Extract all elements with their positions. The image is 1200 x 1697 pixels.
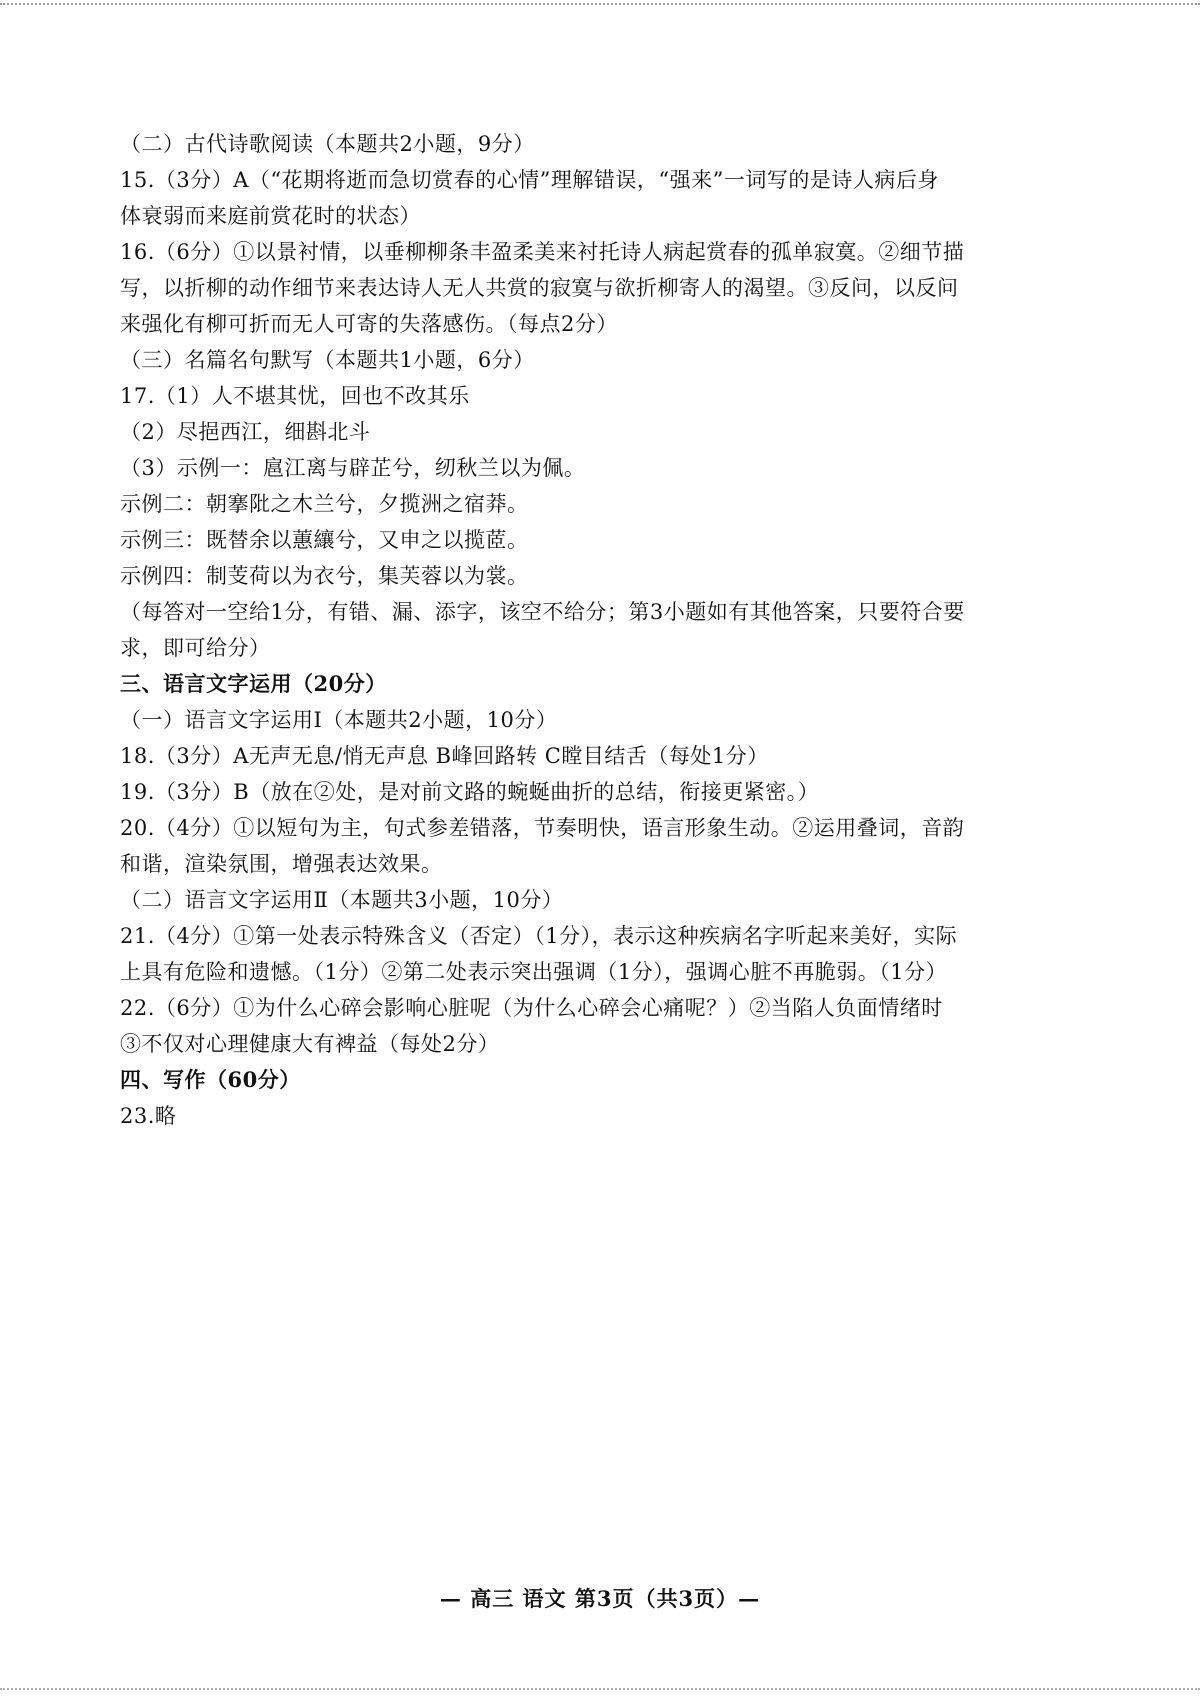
answer-17-scoring-line-2: 求，即可给分）	[120, 636, 271, 660]
section-heading-language-use-1: （一）语言文字运用Ⅰ（本题共2小题，10分）	[120, 708, 558, 732]
answer-16-line-2: 写，以折柳的动作细节来表达诗人无人共赏的寂寞与欲折柳寄人的渴望。③反问，以反问	[120, 276, 959, 300]
answer-22-line-2: ③不仅对心理健康大有裨益（每处2分）	[120, 1032, 500, 1056]
answer-17-example-3: 示例三：既替余以蕙纕兮，又申之以揽茝。	[120, 528, 529, 552]
part-heading-writing: 四、写作（60分）	[120, 1067, 301, 1092]
answer-18: 18.（3分）A无声无息/悄无声息 B峰回路转 C瞠目结舌（每处1分）	[120, 744, 769, 768]
answer-16-line-3: 来强化有柳可折而无人可寄的失落感伤。（每点2分）	[120, 312, 618, 336]
section-heading-dictation: （三）名篇名句默写（本题共1小题，6分）	[120, 348, 535, 372]
answer-17-example-2: 示例二：朝搴阰之木兰兮，夕揽洲之宿莽。	[120, 492, 529, 516]
section-heading-poetry: （二）古代诗歌阅读（本题共2小题，9分）	[120, 132, 535, 156]
answer-21-line-2: 上具有危险和遗憾。（1分）②第二处表示突出强调（1分），强调心脏不再脆弱。（1分）	[120, 960, 948, 984]
scan-top-edge	[0, 0, 1200, 5]
answer-16-line-1: 16.（6分）①以景衬情，以垂柳柳条丰盈柔美来衬托诗人病起赏春的孤单寂寞。②细节描	[120, 240, 965, 264]
page-footer: — 高三 语文 第3页（共3页）—	[439, 1586, 761, 1611]
answer-17-example-4: 示例四：制芰荷以为衣兮，集芙蓉以为裳。	[120, 564, 529, 588]
answer-21-line-1: 21.（4分）①第一处表示特殊含义（否定）（1分），表示这种疾病名字听起来美好，实际	[120, 924, 958, 948]
scan-bottom-edge	[0, 1688, 1200, 1693]
answer-22-line-1: 22.（6分）①为什么心碎会影响心脏呢（为什么心碎会心痛呢？）②当陷人负面情绪时	[120, 996, 943, 1020]
answer-15-line-1: 15.（3分）A（“花期将逝而急切赏春的心情”理解错误，“强来”一词写的是诗人病后身	[120, 168, 939, 192]
answer-17-scoring-line-1: （每答对一空给1分，有错、漏、添字，该空不给分；第3小题如有其他答案，只要符合要	[120, 600, 965, 624]
answer-17-part-1: 17.（1）人不堪其忧，回也不改其乐	[120, 384, 470, 408]
answer-19: 19.（3分）B（放在②处，是对前文路的蜿蜒曲折的总结，衔接更紧密。）	[120, 780, 820, 804]
answer-17-part-2: （2）尽挹西江，细斟北斗	[120, 420, 371, 444]
answer-20-line-1: 20.（4分）①以短句为主，句式参差错落，节奏明快，语言形象生动。②运用叠词，音韵	[120, 816, 965, 840]
part-heading-language-use: 三、语言文字运用（20分）	[120, 671, 387, 696]
section-heading-language-use-2: （二）语言文字运用Ⅱ（本题共3小题，10分）	[120, 888, 564, 912]
answer-15-line-2: 体衰弱而来庭前赏花时的状态）	[120, 204, 421, 228]
answer-20-line-2: 和谐，渲染氛围，增强表达效果。	[120, 852, 443, 876]
answer-17-part-3-example-1: （3）示例一：扈江离与辟芷兮，纫秋兰以为佩。	[120, 456, 586, 480]
answer-key-body	[120, 126, 1080, 1134]
answer-23: 23.略	[120, 1104, 177, 1128]
